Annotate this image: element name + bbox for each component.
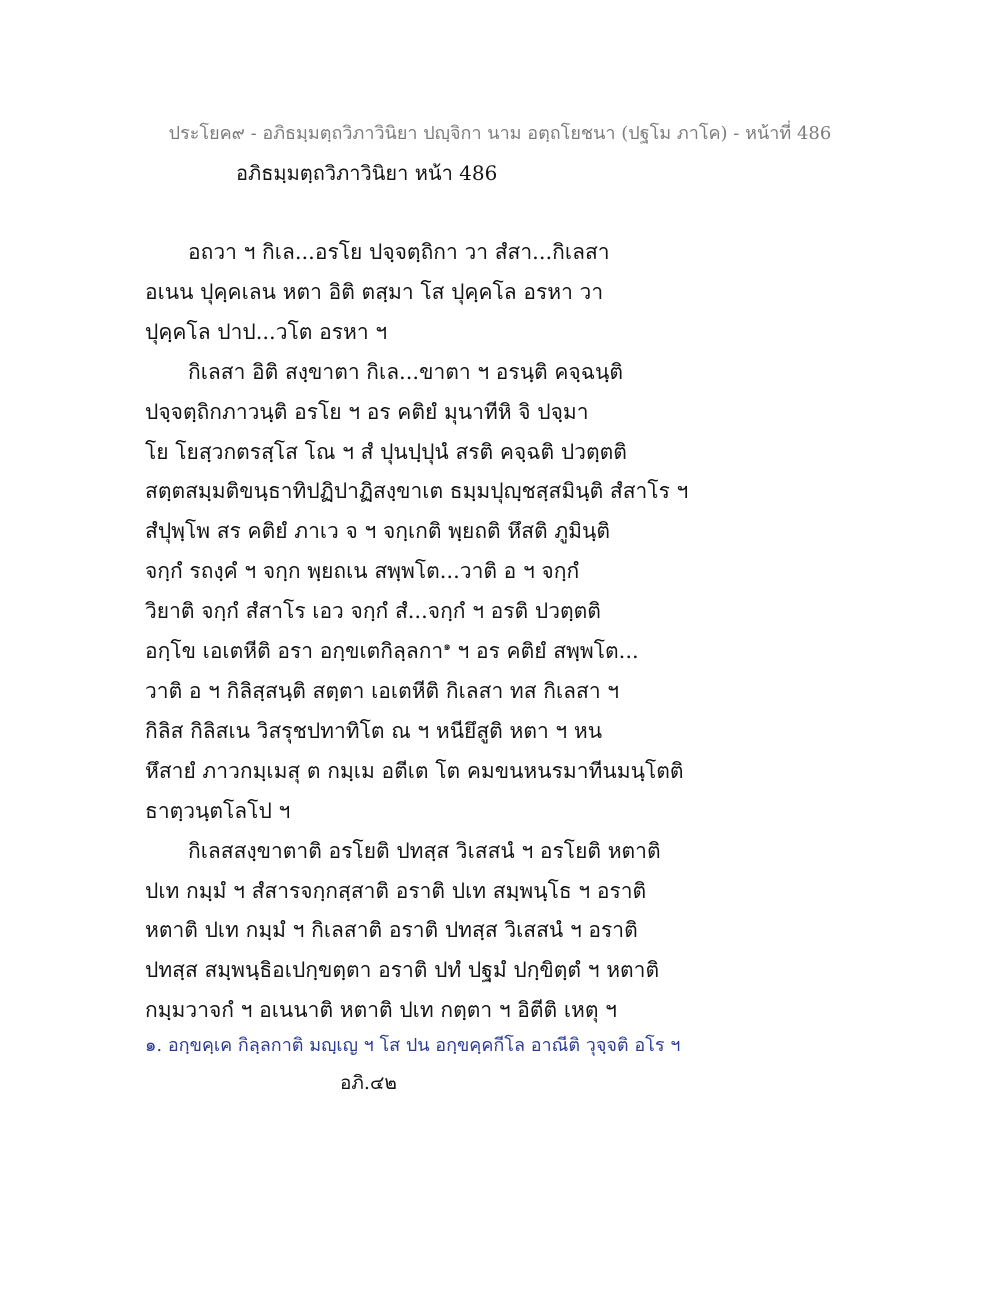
text-line: อเนน ปุคฺคเลน หตา อิติ ตสฺมา โส ปุคฺคโล อรหา วา	[145, 279, 604, 304]
text-line: โย โยสฺวกตรสฺโส โณ ฯ สํ ปุนปฺปุนํ สรติ คจฺฉติ ปวตฺตติ	[145, 439, 627, 464]
text-line: หตาติ ปเท กมฺมํ ฯ กิเลสาติ อราติ ปทสฺส วิเสสนํ ฯ อราติ	[145, 918, 638, 943]
text-line: ปเท กมฺมํ ฯ สํสารจกฺกสฺสาติ อราติ ปเท สมฺพนฺโธ ฯ อราติ	[145, 878, 647, 903]
text-segment: ฯ อร คติยํ สพฺพโต...	[450, 639, 639, 664]
text-line: วาติ อ ฯ กิลิสฺสนฺติ สตฺตา เอเตหีติ กิเลสา ทส กิเลสา ฯ	[145, 678, 620, 703]
paragraph-3	[145, 832, 865, 1032]
text-line: กมฺมวาจกํ ฯ อเนนาติ หตาติ ปเท กตฺตา ฯ อิตีติ เหตุ ฯ	[145, 998, 617, 1023]
text-line: หึสายํ ภาวกมฺเมสุ ต กมฺเม อตีเต โต คมขนหนรมาทีนมนฺโตติ	[145, 758, 684, 783]
text-line: ปทสฺส สมฺพนฺธิอเปกฺขตฺตา อราติ ปทํ ปฐมํ ปกฺขิตฺตํ ฯ หตาติ	[145, 958, 660, 983]
running-title: ประโยค๙ - อภิธมฺมตฺถวิภาวินิยา ปญฺจิกา นาม อตฺถโยชนา (ปฐโม ภาโค) - หน้าที่ 486	[168, 123, 832, 144]
text-line: ปจฺจตฺถิกภาวนฺติ อรโย ฯ อร คติยํ มุนาทีหิ จิ ปจฺมา	[145, 399, 589, 424]
text-line: กิเลสา อิติ สงฺขาตา กิเล...ขาตา ฯ อรนฺติ คจฺฉนฺติ	[188, 359, 624, 384]
page-code: อภิ.๔๒	[340, 1072, 397, 1094]
text-line: ธาตฺวนฺตโลโป ฯ	[145, 798, 291, 823]
text-line: อถวา ฯ กิเล...อรโย ปจฺจตฺถิกา วา สํสา...กิเลสา	[188, 240, 610, 264]
page-title: อภิธมฺมตฺถวิภาวินิยา หน้า 486	[236, 161, 498, 185]
body-text	[145, 233, 865, 1031]
text-line: สํปุพฺโพ สร คติยํ ภาเว จ ฯ จกฺเกติ พฺยถติ หึสติ ภูมินฺติ	[145, 519, 611, 544]
paragraph-1	[145, 233, 865, 353]
footnote: ๑. อกฺขคฺเค กิลฺลกาติ มญฺเญ ฯ โส ปน อกฺขคฺคกีโล อาณีติ วุจฺจติ อโร ฯ	[145, 1035, 681, 1056]
text-line: กิเลสสงฺขาตาติ อรโยติ ปทสฺส วิเสสนํ ฯ อรโยติ หตาติ	[188, 838, 661, 863]
text-line: วิยาติ จกฺกํ สํสาโร เอว จกฺกํ สํ...จกฺกํ ฯ อรติ ปวตฺตติ	[145, 599, 601, 624]
footnote-marker[interactable]: ๑	[443, 639, 451, 654]
text-line: กิลิส กิลิสเน วิสรุชปทาทิโต ณ ฯ หนียึสูติ หตา ฯ หน	[145, 718, 603, 743]
text-line-with-footnote	[145, 632, 865, 672]
text-line: จกฺกํ รถงฺคํ ฯ จกฺก พฺยถเน สพฺพโต...วาติ อ ฯ จกฺกํ	[145, 559, 580, 584]
text-line: ปุคฺคโล ปาป...วโต อรหา ฯ	[145, 319, 388, 344]
paragraph-2	[145, 353, 865, 832]
text-segment: อกฺโข เอเตหีติ อรา อกฺขเตกิลฺลกา	[145, 639, 444, 664]
text-line: สตฺตสมฺมติขนฺธาทิปฏิปาฏิสงฺขาเต ธมฺมปุญฺชสฺสมินฺติ สํสาโร ฯ	[145, 479, 689, 504]
